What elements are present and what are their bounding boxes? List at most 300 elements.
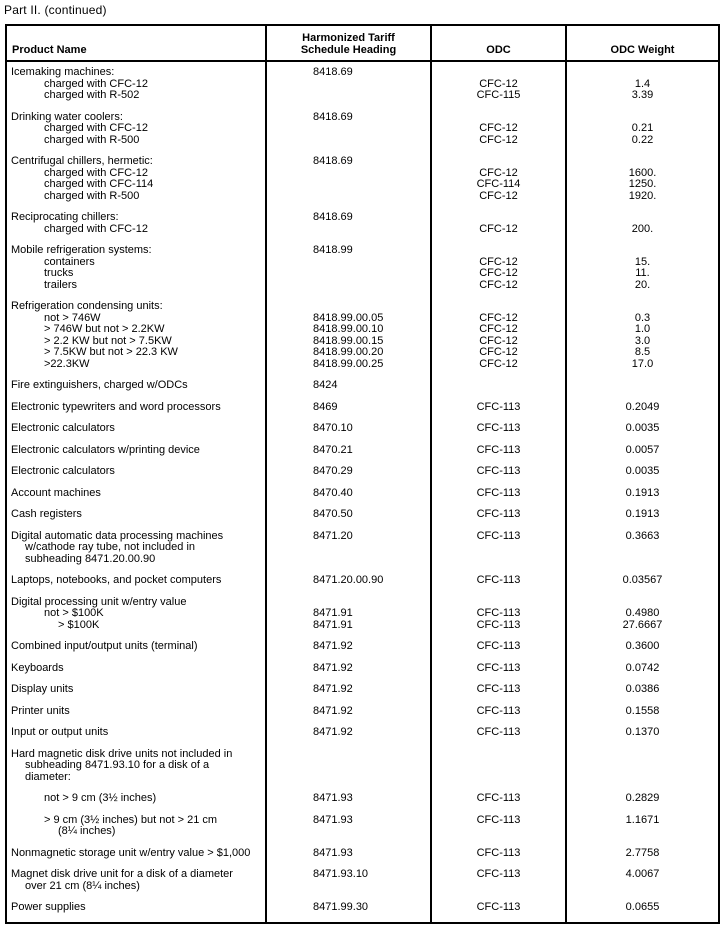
cell-odc <box>432 727 567 749</box>
odc-line <box>432 67 565 79</box>
table-row-group <box>7 466 718 488</box>
cell-odc-weight <box>567 488 718 510</box>
cell-hts-heading <box>267 445 432 467</box>
cell-product-name <box>7 488 267 510</box>
hts-line: 8471.93 <box>313 813 353 826</box>
column-header-hts-line2: Schedule Heading <box>300 44 397 56</box>
table-row-group <box>7 793 718 815</box>
odc-weight-line: 0.22 <box>631 133 654 146</box>
column-header-hts-heading <box>267 26 432 60</box>
odc-weight-line: 0.21 <box>631 122 654 134</box>
cell-odc <box>432 641 567 663</box>
cell-odc-weight <box>567 112 718 157</box>
table-row-group <box>7 212 718 245</box>
table-row-group <box>7 706 718 728</box>
table-row-group <box>7 156 718 212</box>
odc-line: CFC-113 <box>476 486 521 499</box>
odc-line: CFC-12 <box>479 122 518 134</box>
cell-product-name <box>7 402 267 424</box>
odc-weight-line: 11. <box>635 267 650 279</box>
odc-line: CFC-12 <box>479 166 518 179</box>
hts-line <box>267 749 430 761</box>
product-line: w/cathode ray tube, not included in <box>25 541 196 553</box>
cell-product-name <box>7 509 267 531</box>
hts-line <box>267 90 430 102</box>
odc-weight-line: 1600. <box>628 166 657 179</box>
odc-weight-line: 0.2829 <box>625 792 660 804</box>
cell-product-name <box>7 848 267 870</box>
product-line: over 21 cm (8¼ inches) <box>25 879 140 892</box>
table-row-group <box>7 423 718 445</box>
odc-weight-line: 8.5 <box>634 346 651 358</box>
product-line: subheading 8471.20.00.90 <box>25 552 156 565</box>
cell-product-name <box>7 815 267 848</box>
hts-line: 8418.69 <box>313 66 353 78</box>
odc-weight-line: 200. <box>631 222 654 235</box>
product-line: Account machines <box>11 486 101 499</box>
hts-line: 8418.99 <box>313 244 353 256</box>
cell-hts-heading <box>267 488 432 510</box>
product-line: not > $100K <box>44 607 104 619</box>
odc-weight-line: 0.2049 <box>625 400 660 413</box>
cell-odc <box>432 815 567 848</box>
hts-line: 8471.91 <box>313 618 353 631</box>
hts-line <box>267 760 430 772</box>
cell-product-name <box>7 212 267 245</box>
product-line: > 746W but not > 2.2KW <box>44 323 165 335</box>
odc-line: CFC-113 <box>476 683 521 695</box>
hts-line <box>267 826 430 838</box>
cell-odc-weight <box>567 402 718 424</box>
cell-product-name <box>7 62 267 112</box>
cell-odc <box>432 212 567 245</box>
page-title: Part II. (continued) <box>4 3 107 17</box>
odc-weight-line: 2.7758 <box>625 846 660 859</box>
odc-weight-line <box>567 542 718 554</box>
cell-hts-heading <box>267 727 432 749</box>
odc-line: CFC-113 <box>476 508 521 520</box>
product-line: charged with R-500 <box>44 189 140 202</box>
hts-line: 8471.20 <box>313 529 353 542</box>
table-row-group <box>7 684 718 706</box>
hts-line: 8470.10 <box>313 422 353 434</box>
table-row-group <box>7 727 718 749</box>
hts-line: 8470.50 <box>313 508 353 520</box>
odc-weight-line: 1.1671 <box>625 813 660 826</box>
cell-hts-heading <box>267 641 432 663</box>
product-line: Printer units <box>11 704 70 717</box>
odc-line: CFC-113 <box>476 726 521 738</box>
hts-line <box>267 301 430 313</box>
odc-line: CFC-113 <box>476 443 521 456</box>
product-line: Keyboards <box>11 661 64 674</box>
cell-odc-weight <box>567 423 718 445</box>
cell-product-name <box>7 684 267 706</box>
hts-line <box>267 123 430 135</box>
table-row-group <box>7 815 718 848</box>
hts-line: 8418.99.00.25 <box>313 357 384 370</box>
product-line: diameter: <box>25 770 71 783</box>
cell-odc-weight <box>567 380 718 402</box>
cell-odc <box>432 531 567 576</box>
odc-weight-line: 1.4 <box>634 77 651 90</box>
table-row-group <box>7 641 718 663</box>
product-line: Mobile refrigeration systems: <box>11 244 152 256</box>
product-line: Centrifugal chillers, hermetic: <box>11 155 153 167</box>
odc-weight-line: 0.0057 <box>625 443 660 456</box>
cell-odc-weight <box>567 531 718 576</box>
odc-line <box>432 301 565 313</box>
odc-weight-line: 0.0035 <box>625 422 660 434</box>
column-header-odc-weight-label: ODC Weight <box>610 44 675 56</box>
product-line: charged with CFC-12 <box>44 166 148 179</box>
product-line: Nonmagnetic storage unit w/entry value > $1,000 <box>11 846 251 859</box>
odc-line: CFC-113 <box>476 813 521 826</box>
hts-line: 8471.93 <box>313 846 353 859</box>
odc-weight-line: 1.0 <box>634 323 651 335</box>
odc-line: CFC-113 <box>476 465 521 477</box>
cell-odc <box>432 848 567 870</box>
product-line: not > 9 cm (3½ inches) <box>44 792 157 804</box>
cell-hts-heading <box>267 684 432 706</box>
product-line: Electronic calculators <box>11 465 115 477</box>
odc-line <box>432 772 565 784</box>
product-line: Electronic calculators w/printing device <box>11 443 200 456</box>
table-header-row <box>7 26 718 62</box>
odc-line: CFC-12 <box>479 346 518 358</box>
cell-hts-heading <box>267 245 432 301</box>
odc-line <box>432 554 565 566</box>
column-header-product-name-label: Product Name <box>12 44 87 56</box>
cell-hts-heading <box>267 301 432 380</box>
hts-line: 8471.93 <box>313 792 353 804</box>
cell-odc <box>432 423 567 445</box>
cell-hts-heading <box>267 380 432 402</box>
cell-odc-weight <box>567 509 718 531</box>
table-row-group <box>7 531 718 576</box>
odc-weight-line: 17.0 <box>631 357 654 370</box>
cell-product-name <box>7 380 267 402</box>
cell-odc <box>432 488 567 510</box>
product-line: >22.3KW <box>44 357 90 370</box>
hts-line <box>267 135 430 147</box>
product-line: Power supplies <box>11 901 86 913</box>
table-row-group <box>7 869 718 902</box>
table-row-group <box>7 245 718 301</box>
cell-odc <box>432 156 567 212</box>
cell-odc <box>432 902 567 922</box>
odc-line: CFC-12 <box>479 267 518 279</box>
cell-product-name <box>7 156 267 212</box>
hts-line <box>267 268 430 280</box>
cell-hts-heading <box>267 815 432 848</box>
cell-hts-heading <box>267 663 432 685</box>
cell-product-name <box>7 597 267 642</box>
odc-line: CFC-12 <box>479 311 518 324</box>
odc-line: CFC-12 <box>479 278 518 291</box>
cell-product-name <box>7 793 267 815</box>
cell-product-name <box>7 902 267 922</box>
odc-line <box>432 380 565 392</box>
table-row-group <box>7 575 718 597</box>
cell-product-name <box>7 727 267 749</box>
cell-odc-weight <box>567 727 718 749</box>
odc-line: CFC-12 <box>479 222 518 235</box>
cell-product-name <box>7 445 267 467</box>
odc-weight-line: 0.1913 <box>625 508 660 520</box>
hts-line: 8471.92 <box>313 661 353 674</box>
odc-weight-line: 27.6667 <box>622 618 663 631</box>
hts-line <box>267 224 430 236</box>
product-line: charged with CFC-12 <box>44 222 148 235</box>
cell-odc <box>432 509 567 531</box>
cell-product-name <box>7 663 267 685</box>
table-row-group <box>7 749 718 794</box>
odc-weight-line <box>567 772 718 784</box>
product-line: > $100K <box>58 618 100 631</box>
odc-line: CFC-12 <box>479 334 518 347</box>
cell-odc-weight <box>567 848 718 870</box>
product-line: subheading 8471.93.10 for a disk of a <box>25 759 210 771</box>
odc-weight-line: 0.3 <box>634 311 651 324</box>
cell-hts-heading <box>267 848 432 870</box>
hts-line: 8418.99.00.20 <box>313 346 384 358</box>
cell-odc-weight <box>567 62 718 112</box>
odc-weight-line: 0.0035 <box>625 465 660 477</box>
column-header-odc <box>432 26 567 60</box>
odc-line: CFC-12 <box>479 255 518 268</box>
odc-line <box>432 245 565 257</box>
odc-weight-line <box>567 301 718 313</box>
product-line: Icemaking machines: <box>11 66 115 78</box>
product-line: charged with CFC-12 <box>44 77 148 90</box>
cell-odc <box>432 684 567 706</box>
hts-line: 8418.69 <box>313 110 353 123</box>
cell-hts-heading <box>267 597 432 642</box>
odc-weight-line <box>567 826 718 838</box>
cell-odc <box>432 869 567 902</box>
cell-odc <box>432 380 567 402</box>
odc-weight-line <box>567 245 718 257</box>
cell-odc-weight <box>567 156 718 212</box>
cell-product-name <box>7 749 267 794</box>
odc-weight-line: 0.1370 <box>625 726 660 738</box>
cell-hts-heading <box>267 749 432 794</box>
cell-hts-heading <box>267 531 432 576</box>
product-line: Electronic typewriters and word processors <box>11 400 221 413</box>
odc-line: CFC-113 <box>476 792 521 804</box>
odc-line: CFC-113 <box>476 661 521 674</box>
hts-line <box>267 881 430 893</box>
odc-line: CFC-113 <box>476 704 521 717</box>
product-line: Reciprocating chillers: <box>11 211 119 223</box>
odc-line <box>432 760 565 772</box>
cell-odc-weight <box>567 793 718 815</box>
cell-odc <box>432 663 567 685</box>
odc-weight-line <box>567 554 718 566</box>
cell-odc-weight <box>567 902 718 922</box>
cell-hts-heading <box>267 62 432 112</box>
cell-hts-heading <box>267 706 432 728</box>
odc-line <box>432 212 565 224</box>
cell-odc-weight <box>567 684 718 706</box>
cell-hts-heading <box>267 793 432 815</box>
cell-odc-weight <box>567 466 718 488</box>
hts-line: 8471.20.00.90 <box>313 574 384 586</box>
product-line: Input or output units <box>11 726 109 738</box>
table-row-group <box>7 597 718 642</box>
cell-odc-weight <box>567 869 718 902</box>
hts-line: 8471.92 <box>313 683 353 695</box>
cell-hts-heading <box>267 466 432 488</box>
hts-line: 8471.92 <box>313 704 353 717</box>
hts-line <box>267 772 430 784</box>
product-line: Cash registers <box>11 508 82 520</box>
product-line: charged with R-500 <box>44 133 140 146</box>
hts-line: 8471.92 <box>313 726 353 738</box>
hts-line: 8418.69 <box>313 155 353 167</box>
product-line: Magnet disk drive unit for a disk of a diameter <box>11 868 233 880</box>
odc-line <box>432 881 565 893</box>
odc-weight-line: 1920. <box>628 189 657 202</box>
odc-line: CFC-113 <box>476 868 521 880</box>
odc-line: CFC-114 <box>476 178 521 190</box>
cell-odc <box>432 112 567 157</box>
cell-hts-heading <box>267 402 432 424</box>
odc-weight-line <box>567 760 718 772</box>
odc-weight-line: 4.0067 <box>625 868 660 880</box>
cell-odc-weight <box>567 445 718 467</box>
odc-weight-line <box>567 380 718 392</box>
column-header-odc-label: ODC <box>486 44 511 56</box>
hts-line: 8418.99.00.15 <box>313 334 384 347</box>
cell-odc <box>432 749 567 794</box>
hts-line: 8418.99.00.05 <box>313 311 384 324</box>
odc-line: CFC-115 <box>476 89 521 101</box>
hts-line <box>267 168 430 180</box>
product-line: trailers <box>44 278 78 291</box>
cell-product-name <box>7 112 267 157</box>
cell-hts-heading <box>267 212 432 245</box>
cell-odc <box>432 402 567 424</box>
hts-line: 8470.21 <box>313 443 353 456</box>
odc-line: CFC-12 <box>479 189 518 202</box>
cell-odc <box>432 466 567 488</box>
hts-line: 8418.69 <box>313 211 353 223</box>
column-header-odc-weight <box>567 26 718 60</box>
odc-weight-line: 0.0386 <box>625 683 660 695</box>
cell-odc <box>432 597 567 642</box>
product-line: > 9 cm (3½ inches) but not > 21 cm <box>44 813 218 826</box>
tariff-table <box>5 24 720 924</box>
hts-line: 8469 <box>313 400 338 413</box>
hts-line: 8471.91 <box>313 607 353 619</box>
table-row-group <box>7 62 718 112</box>
cell-odc-weight <box>567 749 718 794</box>
hts-line <box>267 79 430 91</box>
cell-odc-weight <box>567 301 718 380</box>
cell-odc <box>432 301 567 380</box>
hts-line: 8471.99.30 <box>313 901 369 913</box>
product-line: Combined input/output units (terminal) <box>11 640 198 652</box>
product-line: charged with CFC-12 <box>44 122 148 134</box>
table-row-group <box>7 402 718 424</box>
odc-line: CFC-113 <box>476 574 521 586</box>
odc-weight-line: 3.0 <box>634 334 651 347</box>
product-line: Hard magnetic disk drive units not included in <box>11 747 233 760</box>
hts-line <box>267 257 430 269</box>
odc-line: CFC-113 <box>476 618 521 631</box>
hts-line <box>267 542 430 554</box>
cell-hts-heading <box>267 869 432 902</box>
hts-line <box>267 280 430 292</box>
cell-product-name <box>7 245 267 301</box>
hts-line: 8418.99.00.10 <box>313 323 384 335</box>
cell-odc-weight <box>567 815 718 848</box>
odc-weight-line: 0.3663 <box>625 529 660 542</box>
product-line: Laptops, notebooks, and pocket computers <box>11 574 222 586</box>
odc-line: CFC-113 <box>476 846 521 859</box>
cell-product-name <box>7 869 267 902</box>
odc-weight-line <box>567 156 718 168</box>
product-line: not > 746W <box>44 311 101 324</box>
product-line: Digital processing unit w/entry value <box>11 595 187 608</box>
cell-product-name <box>7 575 267 597</box>
hts-line: 8470.29 <box>313 465 353 477</box>
table-row-group <box>7 445 718 467</box>
table-row-group <box>7 112 718 157</box>
odc-weight-line: 0.4980 <box>625 607 660 619</box>
odc-line: CFC-113 <box>476 607 521 619</box>
odc-weight-line <box>567 67 718 79</box>
cell-odc <box>432 445 567 467</box>
odc-weight-line: 0.0655 <box>625 901 660 913</box>
column-header-hts-line1: Harmonized Tariff <box>302 32 395 44</box>
cell-product-name <box>7 466 267 488</box>
odc-line: CFC-12 <box>479 357 518 370</box>
product-line: charged with CFC-114 <box>44 178 154 190</box>
table-row-group <box>7 380 718 402</box>
cell-odc-weight <box>567 212 718 245</box>
hts-line: 8424 <box>313 379 338 391</box>
product-line: Electronic calculators <box>11 422 115 434</box>
cell-odc <box>432 62 567 112</box>
odc-line <box>432 156 565 168</box>
product-line: charged with R-502 <box>44 89 140 101</box>
odc-line: CFC-12 <box>479 323 518 335</box>
table-row-group <box>7 301 718 380</box>
cell-hts-heading <box>267 156 432 212</box>
cell-product-name <box>7 301 267 380</box>
cell-product-name <box>7 641 267 663</box>
product-line: Drinking water coolers: <box>11 110 123 123</box>
table-body <box>7 62 718 922</box>
cell-odc-weight <box>567 575 718 597</box>
cell-hts-heading <box>267 575 432 597</box>
table-row-group <box>7 848 718 870</box>
cell-product-name <box>7 423 267 445</box>
table-row-group <box>7 902 718 922</box>
cell-odc <box>432 793 567 815</box>
hts-line <box>267 179 430 191</box>
table-row-group <box>7 488 718 510</box>
cell-odc-weight <box>567 663 718 685</box>
odc-line: CFC-113 <box>476 422 521 434</box>
product-line: > 2.2 KW but not > 7.5KW <box>44 334 172 347</box>
product-line: trucks <box>44 267 74 279</box>
odc-weight-line: 0.03567 <box>622 574 663 586</box>
cell-odc-weight <box>567 597 718 642</box>
